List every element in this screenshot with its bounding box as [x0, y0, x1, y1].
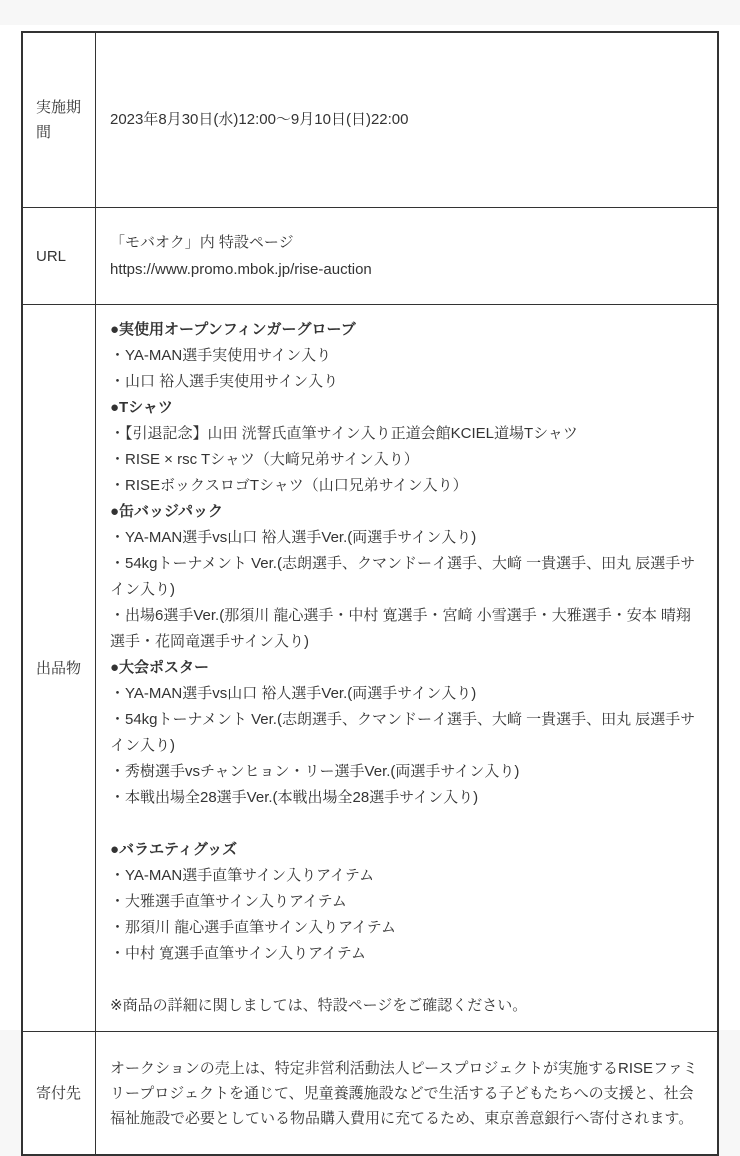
row-label-donation: 寄付先 — [22, 1032, 96, 1156]
url-value-cell — [96, 208, 719, 305]
donation-value-cell — [96, 1032, 719, 1156]
row-label-url: URL — [22, 208, 96, 305]
items-group-gloves — [110, 317, 703, 395]
group-item: ・RISE × rsc Tシャツ（大﨑兄弟サイン入り） — [110, 451, 419, 468]
group-item: ・秀樹選手vsチャンヒョン・リー選手Ver.(両選手サイン入り) — [110, 763, 520, 780]
items-group-badge — [110, 499, 703, 655]
table-row-url — [22, 208, 718, 305]
group-item: ・YA-MAN選手直筆サイン入りアイテム — [110, 867, 375, 884]
items-value-cell — [96, 305, 719, 1032]
auction-info-table — [21, 31, 719, 1156]
group-item: ・RISEボックスロゴTシャツ（山口兄弟サイン入り） — [110, 477, 468, 494]
group-item: ・大雅選手直筆サイン入りアイテム — [110, 893, 347, 910]
group-item: ・54kgトーナメント Ver.(志朗選手、クマンドーイ選手、大﨑 一貴選手、田丸 辰選手サイン入り) — [110, 711, 696, 754]
items-note: ※商品の詳細に関しましては、特設ページをご確認ください。 — [110, 997, 528, 1014]
url-page-title: 「モバオク」内 特設ページ — [110, 234, 294, 251]
group-item: ・出場6選手Ver.(那須川 龍心選手・中村 寛選手・宮﨑 小雪選手・大雅選手・安本 晴翔選手・花岡竜選手サイン入り) — [110, 607, 691, 650]
group-item: ・YA-MAN選手vs山口 裕人選手Ver.(両選手サイン入り) — [110, 685, 477, 702]
group-item: ・山口 裕人選手実使用サイン入り — [110, 373, 339, 390]
group-heading: ●缶バッジパック — [110, 503, 224, 520]
row-label-period: 実施期間 — [22, 32, 96, 208]
group-item: ・54kgトーナメント Ver.(志朗選手、クマンドーイ選手、大﨑 一貴選手、田丸 辰選手サイン入り) — [110, 555, 696, 598]
group-item: ・YA-MAN選手実使用サイン入り — [110, 347, 332, 364]
donation-text: オークションの売上は、特定非営利活動法人ピースプロジェクトが実施するRISEファミリープロジェクトを通じて、児童養護施設などで生活する子どもたちへの支援と、社会福祉施設で必要としている物品購入費用に充てるため、東京善意銀行へ寄付されます。 — [110, 1059, 698, 1127]
url-link-text[interactable]: https://www.promo.mbok.jp/rise-auction — [110, 261, 372, 278]
items-group-poster — [110, 655, 703, 811]
items-group-tshirt — [110, 395, 703, 499]
group-item: ・那須川 龍心選手直筆サイン入りアイテム — [110, 919, 397, 936]
group-item: ・【引退記念】山田 洸誓氏直筆サイン入り正道会館KCIEL道場Tシャツ — [110, 425, 578, 442]
group-heading: ●Tシャツ — [110, 399, 173, 416]
group-heading: ●実使用オープンフィンガーグローブ — [110, 321, 356, 338]
group-item: ・本戦出場全28選手Ver.(本戦出場全28選手サイン入り) — [110, 789, 479, 806]
group-item: ・YA-MAN選手vs山口 裕人選手Ver.(両選手サイン入り) — [110, 529, 477, 546]
period-value-cell — [96, 32, 719, 208]
table-row-items — [22, 305, 718, 1032]
group-item: ・中村 寛選手直筆サイン入りアイテム — [110, 945, 367, 962]
period-text: 2023年8月30日(水)12:00〜9月10日(日)22:00 — [110, 111, 409, 128]
table-row-donation — [22, 1032, 718, 1156]
content-panel — [0, 25, 740, 1127]
group-heading: ●大会ポスター — [110, 659, 210, 676]
table-row-period — [22, 32, 718, 208]
row-label-items: 出品物 — [22, 305, 96, 1032]
group-heading: ●バラエティグッズ — [110, 841, 238, 858]
items-group-variety — [110, 837, 703, 967]
